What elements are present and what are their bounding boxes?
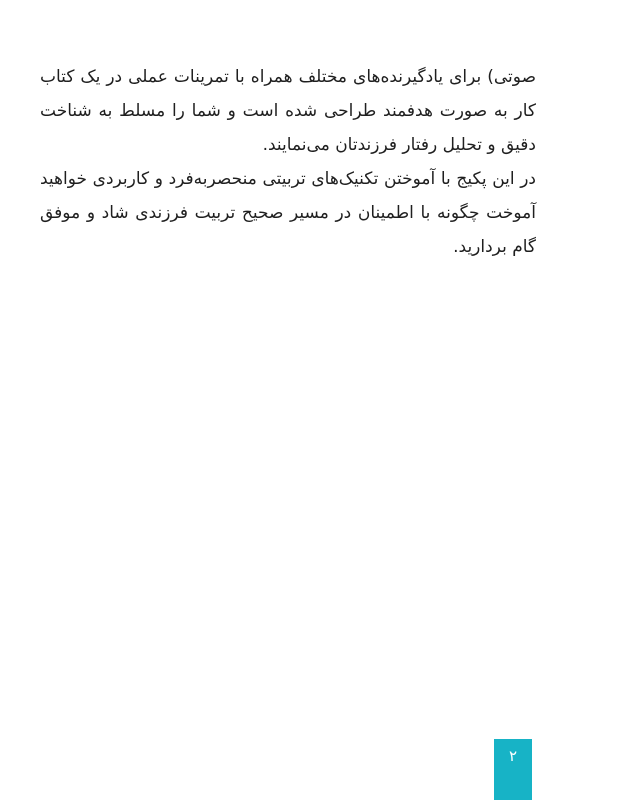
page-number: ۲ (508, 747, 518, 765)
page-number-tab (494, 739, 532, 800)
paragraph-1: صوتی) برای یادگیرنده‌های مختلف همراه با تمرینات عملی در یک کتاب کار به صورت هدفمند طراحی شده است و شما را مسلط به شناخت دقیق و تحلیل رفتار فرزندتان می‌نمایند. (40, 67, 536, 155)
paragraph-2: در این پکیج با آموختن تکنیک‌های تربیتی منحصربه‌فرد و کاربردی خواهید آموخت چگونه با اطمینان در مسیر صحیح تربیت فرزندی شاد و موفق گام بردارید. (40, 169, 536, 257)
body-text (40, 60, 536, 264)
